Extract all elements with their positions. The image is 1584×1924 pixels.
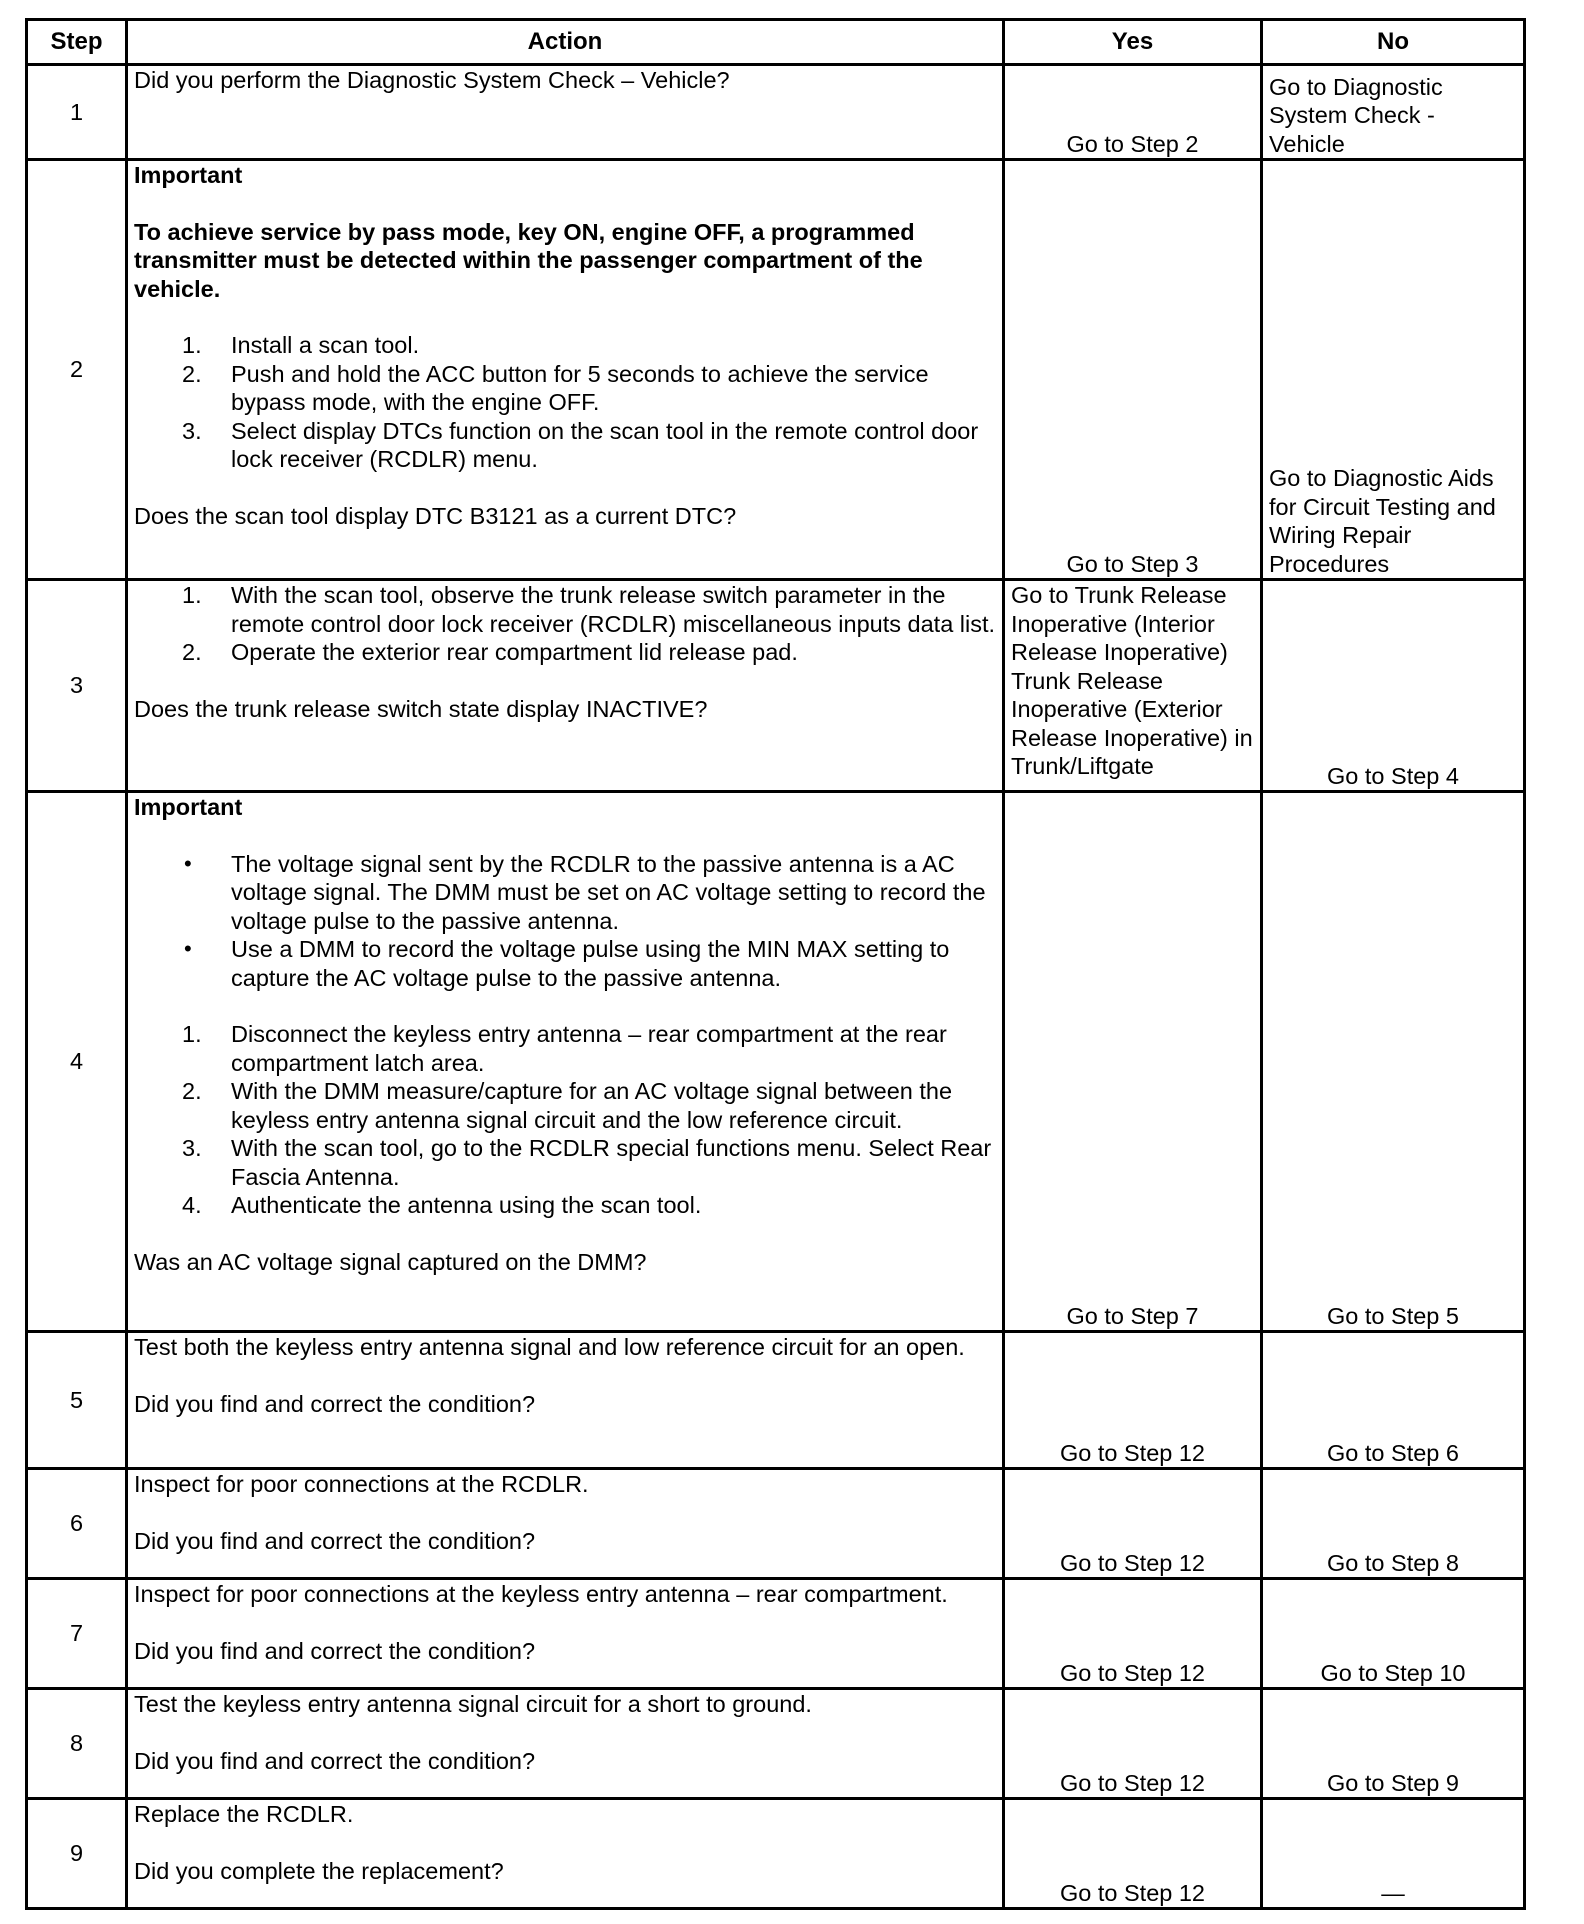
- table-row-step-8: [27, 1689, 1525, 1799]
- question-text: Did you find and correct the condition?: [134, 1390, 536, 1417]
- yes-cell: Go to Step 3: [1004, 160, 1262, 580]
- step-number: 3: [27, 580, 127, 792]
- table-row-step-3: [27, 580, 1525, 792]
- instruction-text: Inspect for poor connections at the keyless entry antenna – rear compartment.: [134, 1581, 948, 1607]
- step-number: 7: [27, 1579, 127, 1689]
- procedure-list: [134, 581, 996, 667]
- table-row-step-4: [27, 792, 1525, 1332]
- action-cell: [127, 1332, 1004, 1469]
- procedure-list: [134, 331, 996, 474]
- action-cell: [127, 65, 1004, 160]
- list-number: 1.: [182, 1021, 202, 1047]
- header-action: Action: [127, 20, 1004, 65]
- no-cell: Go to Step 4: [1262, 580, 1525, 792]
- list-number: 3.: [182, 1135, 202, 1161]
- list-item: 2. Operate the exterior rear compartment lid release pad.: [182, 639, 798, 665]
- yes-cell: Go to Step 12: [1004, 1579, 1262, 1689]
- question-text: Did you complete the replacement?: [134, 1857, 504, 1884]
- no-cell: Go to Step 10: [1262, 1579, 1525, 1689]
- question-text: Was an AC voltage signal captured on the DMM?: [134, 1248, 647, 1275]
- diagnostic-table-container: [25, 18, 1523, 1910]
- important-label: Important: [134, 162, 243, 188]
- list-number: 2.: [182, 360, 202, 387]
- diagnostic-table: [25, 18, 1526, 1910]
- important-note: To achieve service by pass mode, key ON, engine OFF, a programmed transmitter must be detected within the passenger compartment of the vehicle.: [134, 218, 923, 302]
- list-number: 4.: [182, 1192, 202, 1218]
- yes-cell: Go to Step 2: [1004, 65, 1262, 160]
- table-header-row: [27, 20, 1525, 65]
- list-number: 1.: [182, 332, 202, 358]
- no-cell: Go to Step 9: [1262, 1689, 1525, 1799]
- bullet-icon: •: [184, 850, 192, 876]
- table-row-step-5: [27, 1332, 1525, 1469]
- action-cell: [127, 792, 1004, 1332]
- step-number: 9: [27, 1799, 127, 1909]
- list-item: 1. With the scan tool, observe the trunk release switch parameter in the remote control door lock receiver (RCDLR) miscellaneous inputs data list.: [182, 582, 996, 637]
- yes-cell: Go to Step 12: [1004, 1689, 1262, 1799]
- action-cell: [127, 160, 1004, 580]
- table-row-step-9: [27, 1799, 1525, 1909]
- question-text: Did you find and correct the condition?: [134, 1747, 536, 1774]
- list-item: 3. With the scan tool, go to the RCDLR special functions menu. Select Rear Fascia Antenna.: [182, 1135, 992, 1190]
- step-number: 8: [27, 1689, 127, 1799]
- no-cell: —: [1262, 1799, 1525, 1909]
- action-cell: [127, 1689, 1004, 1799]
- action-cell: [127, 1579, 1004, 1689]
- instruction-text: Replace the RCDLR.: [134, 1801, 354, 1827]
- question-text: Does the trunk release switch state display INACTIVE?: [134, 695, 708, 722]
- list-item: 2. Push and hold the ACC button for 5 seconds to achieve the service bypass mode, with the engine OFF.: [182, 360, 929, 415]
- list-item: 2. With the DMM measure/capture for an AC voltage signal between the keyless entry antenna signal circuit and the low reference circuit.: [182, 1078, 953, 1133]
- yes-cell: Go to Step 12: [1004, 1799, 1262, 1909]
- list-item: 4. Authenticate the antenna using the scan tool.: [182, 1192, 702, 1218]
- table-row-step-2: [27, 160, 1525, 580]
- list-item: 3. Select display DTCs function on the scan tool in the remote control door lock receiver (RCDLR) menu.: [182, 417, 979, 472]
- important-label: Important: [134, 794, 243, 820]
- no-cell: Go to Step 8: [1262, 1469, 1525, 1579]
- no-cell: Go to Step 6: [1262, 1332, 1525, 1469]
- question-text: Did you perform the Diagnostic System Check – Vehicle?: [134, 67, 730, 93]
- action-cell: [127, 1469, 1004, 1579]
- list-number: 2.: [182, 639, 202, 665]
- list-number: 2.: [182, 1078, 202, 1104]
- list-number: 1.: [182, 582, 202, 608]
- instruction-text: Test the keyless entry antenna signal circuit for a short to ground.: [134, 1691, 812, 1717]
- table-row-step-1: [27, 65, 1525, 160]
- step-number: 2: [27, 160, 127, 580]
- table-row-step-6: [27, 1469, 1525, 1579]
- question-text: Did you find and correct the condition?: [134, 1527, 536, 1554]
- list-item: 1. Install a scan tool.: [182, 332, 420, 358]
- step-number: 6: [27, 1469, 127, 1579]
- bullet-icon: •: [184, 936, 192, 961]
- action-cell: [127, 580, 1004, 792]
- action-cell: [127, 1799, 1004, 1909]
- header-step: Step: [27, 20, 127, 65]
- yes-cell: Go to Step 12: [1004, 1469, 1262, 1579]
- question-text: Does the scan tool display DTC B3121 as a current DTC?: [134, 502, 737, 529]
- important-bullet-list: [134, 850, 996, 993]
- instruction-text: Test both the keyless entry antenna signal and low reference circuit for an open.: [134, 1334, 965, 1360]
- step-number: 5: [27, 1332, 127, 1469]
- step-number: 1: [27, 65, 127, 160]
- step-number: 4: [27, 792, 127, 1332]
- yes-cell: Go to Step 7: [1004, 792, 1262, 1332]
- header-no: No: [1262, 20, 1525, 65]
- table-row-step-7: [27, 1579, 1525, 1689]
- list-item: • Use a DMM to record the voltage pulse using the MIN MAX setting to capture the AC voltage pulse to the passive antenna.: [184, 936, 950, 991]
- question-text: Did you find and correct the condition?: [134, 1637, 536, 1664]
- list-item: • The voltage signal sent by the RCDLR to the passive antenna is a AC voltage signal. The DMM must be set on AC voltage setting to record the voltage pulse to the passive antenna.: [184, 850, 986, 934]
- procedure-list: [134, 1020, 996, 1220]
- instruction-text: Inspect for poor connections at the RCDLR.: [134, 1471, 589, 1497]
- no-cell: Go to Diagnostic System Check - Vehicle: [1262, 65, 1525, 160]
- list-number: 3.: [182, 417, 202, 444]
- no-cell: Go to Diagnostic Aids for Circuit Testing and Wiring Repair Procedures: [1262, 160, 1525, 580]
- no-cell: Go to Step 5: [1262, 792, 1525, 1332]
- yes-cell: Go to Step 12: [1004, 1332, 1262, 1469]
- header-yes: Yes: [1004, 20, 1262, 65]
- list-item: 1. Disconnect the keyless entry antenna – rear compartment at the rear compartment latch area.: [182, 1021, 947, 1076]
- yes-cell: Go to Trunk Release Inoperative (Interior Release Inoperative) Trunk Release Inoperative (Exterior Release Inoperative) in Trunk/Liftgate: [1004, 580, 1262, 792]
